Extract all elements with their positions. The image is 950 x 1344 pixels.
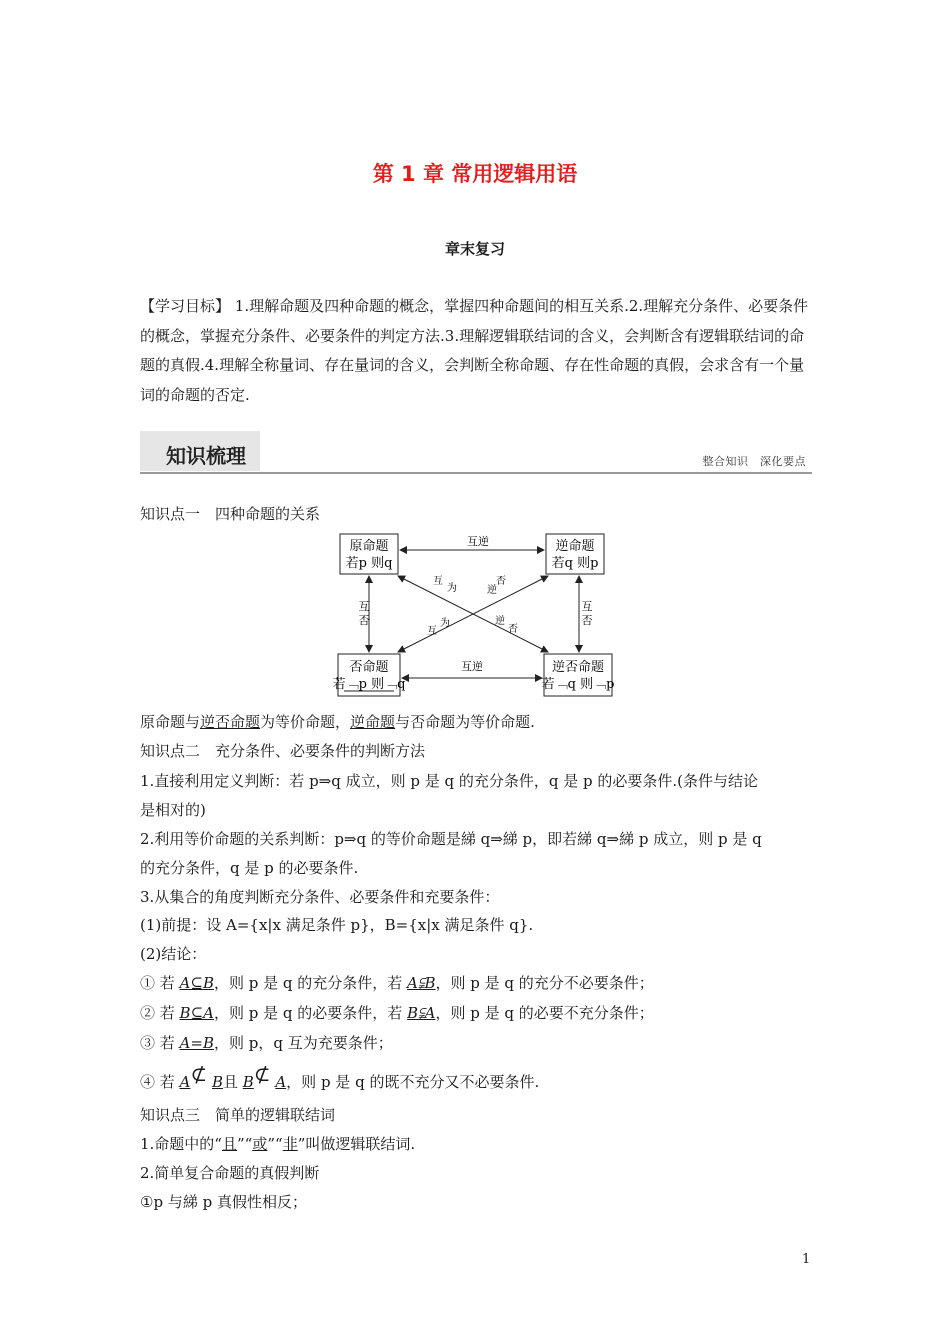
- chapter-title: 第 1 章 常用逻辑用语: [372, 162, 578, 186]
- knowledge-banner: [140, 431, 812, 475]
- case4-set-a: A: [179, 1073, 191, 1091]
- case2-pre: ② 若: [140, 1004, 180, 1022]
- kp2-line2a: 2.利用等价命题的关系判断：p⇒q 的等价命题是綈 q⇒綈 p，即若綈 q⇒綈 p 成立，则 p 是 q: [140, 830, 762, 848]
- case4-and: 且: [222, 1073, 243, 1091]
- diag-label-hu-1: 互: [433, 576, 443, 587]
- case1-subset: A⊆B: [179, 974, 214, 992]
- diag-label-ni-1: 逆: [487, 585, 497, 596]
- kp2-heading: 知识点二 充分条件、必要条件的判断方法: [140, 742, 426, 760]
- right-label-1: 互: [581, 600, 593, 613]
- kp1-heading: 知识点一 四种命题的关系: [140, 505, 321, 523]
- case1-proper-subset: A⫋B: [407, 974, 436, 992]
- four-propositions-diagram: [330, 528, 620, 703]
- contra-line1: 逆否命题: [551, 660, 605, 675]
- case2-proper-subset: B⫋A: [407, 1004, 436, 1022]
- case2-subset: B⊆A: [179, 1004, 214, 1022]
- contra-line2: 若﹁q 则﹁p: [541, 677, 615, 692]
- kp3-heading: 知识点三 简单的逻辑联结词: [140, 1106, 336, 1124]
- kp2-line4: (1)前提：设 A={x|x 满足条件 p}，B={x|x 满足条件 q}.: [140, 916, 534, 934]
- section-title: 章末复习: [444, 240, 505, 258]
- case1-mid: ，则 p 是 q 的充分条件，若: [213, 974, 408, 992]
- equivalence-note: [140, 711, 535, 732]
- top-label: 互逆: [467, 535, 489, 548]
- equiv-text-1: 原命题与: [140, 713, 201, 731]
- diag-label-wei-1: 为: [447, 583, 457, 594]
- kp2-line1b: 是相对的): [140, 801, 206, 819]
- case2-post: ，则 p 是 q 的必要不充分条件；: [435, 1004, 654, 1022]
- diag-label-hu-2: 互: [427, 626, 437, 637]
- diag-label-fou-2: 否: [508, 624, 518, 635]
- page-number: 1: [802, 1252, 811, 1267]
- kp2-case2: [140, 1002, 654, 1023]
- connective-and: 且: [221, 1135, 237, 1153]
- connective-not: 非: [282, 1135, 298, 1153]
- kp2-case3: [140, 1032, 393, 1053]
- case4-post: ，则 p 是 q 的既不充分又不必要条件.: [286, 1073, 540, 1091]
- goals-text: 1.理解命题及四种命题的概念，掌握四种命题间的相互关系.2.理解充分条件、必要条件的概念，掌握充分条件、必要条件的判定方法.3.理解逻辑联结词的含义，会判断含有逻辑联结词的命题的真假.4.理解全称量词、存在量词的含义，会判断全称命题、存在性命题的真假，会求含有一个量词的命题的否定.: [140, 297, 809, 404]
- kp2-line1a: 1.直接利用定义判断：若 p⇒q 成立，则 p 是 q 的充分条件，q 是 p 的必要条件.(条件与结论: [140, 772, 759, 790]
- kp2-case1: [140, 972, 654, 993]
- diag-label-ni-2: 逆: [495, 616, 505, 627]
- goals-label: 【学习目标】: [140, 297, 231, 315]
- case4-set-a2: A: [275, 1073, 287, 1091]
- inv-line1: 否命题: [349, 660, 389, 675]
- kp2-line2b: 的充分条件，q 是 p 的必要条件.: [140, 859, 359, 877]
- kp3-line3: ①p 与綈 p 真假性相反；: [140, 1193, 307, 1211]
- case3-pre: ③ 若: [140, 1034, 180, 1052]
- case1-post: ，则 p 是 q 的充分不必要条件；: [435, 974, 654, 992]
- case4-set-b: B: [211, 1073, 223, 1091]
- case1-pre: ① 若: [140, 974, 180, 992]
- kp3-l1-post: ”叫做逻辑联结词.: [297, 1135, 416, 1153]
- equiv-contrapositive: 逆否命题: [200, 713, 261, 731]
- banner-subtitle: 整合知识 深化要点: [702, 455, 806, 468]
- case4-pre: ④ 若: [140, 1073, 180, 1091]
- kp3-l1-pre: 1.命题中的“: [140, 1135, 222, 1153]
- left-label-1: 互: [358, 600, 370, 613]
- kp3-line2: 2.简单复合命题的真假判断: [140, 1164, 320, 1182]
- banner-title: 知识梳理: [166, 444, 246, 468]
- kp2-line5: (2)结论：: [140, 945, 207, 963]
- kp2-line3: 3.从集合的角度判断充分条件、必要条件和充要条件：: [140, 888, 500, 906]
- left-label-2: 否: [358, 614, 370, 627]
- case3-post: ，则 p，q 互为充要条件；: [213, 1034, 393, 1052]
- kp3-l1-m1: ”“: [237, 1135, 253, 1153]
- learning-goals: [140, 292, 812, 410]
- case3-equal: A=B: [179, 1034, 214, 1052]
- equiv-text-3: 与否命题为等价命题.: [395, 713, 535, 731]
- banner-rule: [140, 472, 812, 474]
- not-subset-symbol-2: ⊄: [253, 1062, 271, 1086]
- case2-mid: ，则 p 是 q 的必要条件，若: [213, 1004, 408, 1022]
- case4-set-b2: B: [242, 1073, 254, 1091]
- equiv-text-2: 为等价命题，: [260, 713, 351, 731]
- kp3-line1: [140, 1133, 415, 1154]
- kp3-l1-m2: ”“: [267, 1135, 283, 1153]
- not-subset-symbol-1: ⊄: [190, 1062, 208, 1086]
- orig-line2: 若p 则q: [345, 556, 393, 571]
- bottom-label: 互逆: [461, 660, 483, 673]
- equiv-converse: 逆命题: [350, 713, 396, 731]
- inv-line2: 若﹁p 则﹁q: [332, 677, 406, 692]
- connective-or: 或: [252, 1135, 268, 1153]
- conv-line2: 若q 则p: [551, 556, 599, 571]
- right-label-2: 否: [581, 614, 593, 627]
- orig-line1: 原命题: [349, 539, 389, 554]
- conv-line1: 逆命题: [555, 539, 595, 554]
- diag-label-fou-1: 否: [496, 576, 506, 587]
- diag-label-wei-2: 为: [440, 618, 450, 629]
- kp2-case4: [140, 1062, 540, 1092]
